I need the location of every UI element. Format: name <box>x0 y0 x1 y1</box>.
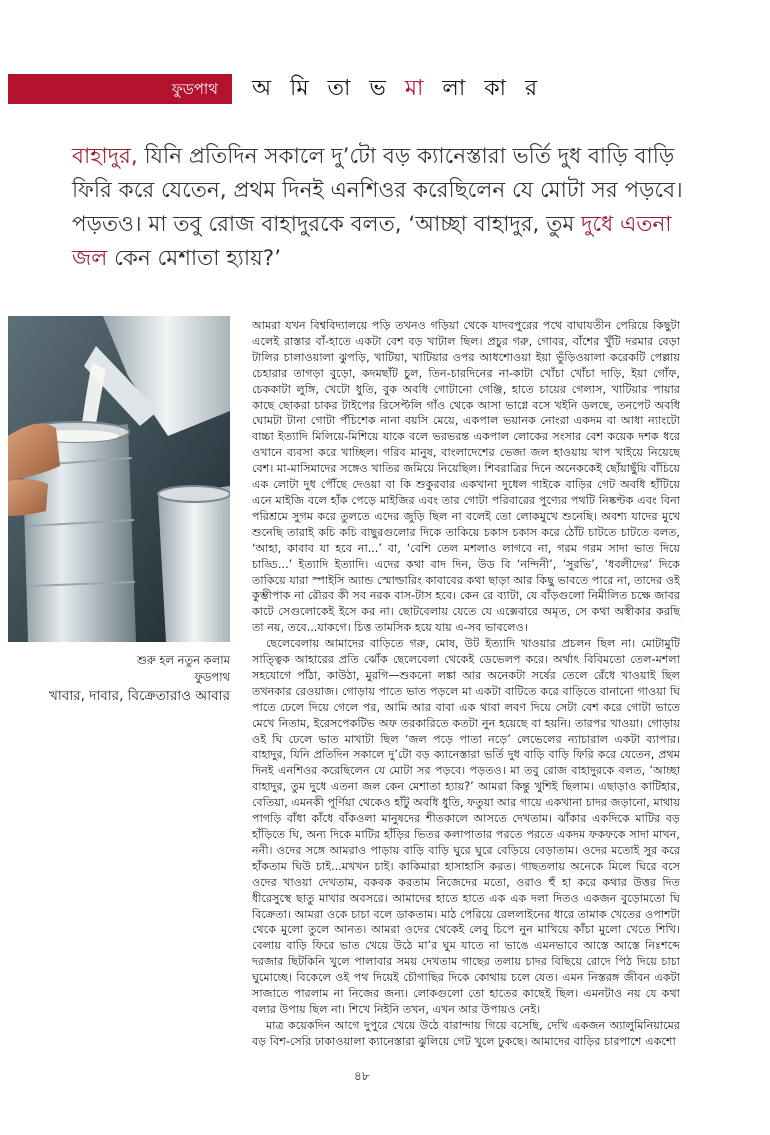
author-name-part-2: লা কা র <box>429 76 544 101</box>
milk-pouring-illustration <box>8 316 230 642</box>
author-name-part-1: অ মি তা ভ <box>252 76 405 101</box>
page-number: ৪৮ <box>354 1069 370 1083</box>
caption-line-3: খাবার, দাবার, বিক্রেতারাও আবার <box>49 688 230 704</box>
section-label: ফুডপাথ <box>171 80 218 98</box>
pull-quote-emphasis: দুধে এতনা জল <box>72 212 672 271</box>
article-paragraph-2: ছেলেবেলায় আমাদের বাড়িতে গরু, মোষ, উট ইত্যাদি খাওয়ার প্রচলন ছিল না। মোটামুটি সাত্ত্বিক আহারের প্রতি ঝোঁক ছেলেবেলা থেকেই ডেভেলপ করে। অর্থাৎ বিবিমতো তেল-মশলা সহযোগে পাঁঠা, কাউঠা, মুরগি—শুকনো লঙ্কা আর অনেকটা সর্ষের তেলে রেঁধে খাওয়াই ছিল তখনকার রেওয়াজ। গোড়ায় পাতে ভাত পড়লে মা একটা বাটিতে করে বাড়িতে বানানো গাওয়া ঘি পাতে ঢেলে দিয়ে গেলে পর, আমি আর বাবা এক থাবা লবণ দিয়ে সেটা বেশ করে গোটা ভাতে মেখে নিতাম, ইরেসপেকটিভ অফ তরকারিতে কতটা নুন হয়েছে বা হয়নি। তারপর খাওয়া। গোড়ায় ওই ঘি ঢেলে ভাত মাখাটা ছিল ‘জল পড়ে পাতা নড়ে’ লেভেলের ন্যাচারাল একটা ব্যাপার। বাহাদুর, যিনি প্রতিদিন সকালে দু’টো বড় ক্যানেস্তারা ভর্তি দুধ বাড়ি বাড়ি ফিরি করে যেতেন, প্রথম দিনই এনশিওর করেছিলেন যে মোটা সর পড়বে। পড়তও। মা তবু রোজ বাহাদুরকে বলত, ‘আচ্ছা বাহাদুর, তুম দুধে এতনা জল কেন মেশাতা হ্যায়?’ আমরা কিন্তু খুশিই ছিলাম। এছাড়াও কাটিহার, বেতিয়া, এমনকী পূর্ণিয়া থেকেও হাঁটু অবধি ধুতি, ফতুয়া আর গায়ে একখানা চাদর জড়ানো, মাথায় পাগড়ি বাঁধা কাঁধে বাঁকওলা মানুষদের শীতকালে আসতে দেখতাম। ঝাঁকার একদিকে মাটির বড় হাঁড়িতে ঘি, অন্য দিকে মাটির হাঁড়ির ভিতর কলাপাতার পরতে পরতে একদম ফকফকে সাদা মাখন, ননী। ওদের সঙ্গে আমরাও পাড়ায় বাড়ি বাড়ি ঘুরে ঘুরে বেড়িয়ে বেড়াতাম। ওদের মতোই সুর করে হাঁকতাম ঘিউ চাই...মখখন চাই। কাকিমারা হাসাহাসি করত। গাছতলায় অনেকে মিলে ঘিরে বসে ওদের খাওয়া দেখতাম, বকবক করতাম নিজেদের মতো, ওরাও হুঁ হা করে কথার উত্তর দিত ধীরেসুস্থে ছাতু মাখার অবসরে। আমাদের হাতে হাতে এক এক দলা দিতও একজন বুড়োমতো ঘি বিক্রেতা। আমরা ওকে চাচা বলে ডাকতাম। মাঠ পেরিয়ে রেললাইনের ধারে তামাক খেতের ওপাশটা থেকে মুলো তুলে আনত। আমরা ওদের থেকেই লেবু চিপে নুন মাখিয়ে কাঁচা মুলো খেতে শিখি। বেলায় বাড়ি ফিরে ভাত খেয়ে উঠে মা’র ঘুম যাতে না ভাঙে এমনভাবে আস্তে আস্তে নিঃশব্দে দরজার ছিটকিনি খুলে পালাবার সময় দেখতাম গাছের তলায় চাদর বিছিয়ে রোদে পিঠ দিয়ে চাচা ঘুমোচ্ছে। বিকেলে ওই পথ দিয়েই চৌগাছির দিকে কোথায় চলে যেত। এমন নিস্তরঙ্গ জীবন একটা সাজাতে পারলাম না নিজের জন্য। লোকগুলো তো হাতের কাছেই ছিল। এমনটাও নয় যে কথা বলার উপায় ছিল না। শিখে নিইনি তখন, এখন আর উপায়ও নেই। <box>252 637 680 1016</box>
photo-caption <box>10 652 230 706</box>
milk-pouring-photo <box>8 316 230 642</box>
article-body <box>252 318 680 1050</box>
section-header-bar <box>8 74 232 104</box>
pull-quote-tail: কেন মেশাতা হ্যায়?’ <box>107 246 282 271</box>
pull-quote <box>72 140 712 276</box>
pull-quote-body: যিনি প্রতিদিন সকালে দু’টো বড় ক্যানেস্তারা ভর্তি দুধ বাড়ি বাড়ি ফিরি করে যেতেন, প্রথম দিনই এনশিওর করেছিলেন যে মোটা সর পড়বে। পড়তও। মা তবু রোজ বাহাদুরকে বলত, ‘আচ্ছা বাহাদুর, তুম <box>72 144 683 237</box>
caption-line-2: ফুডপাথ <box>194 670 230 684</box>
article-paragraph-1: আমরা যখন বিশ্ববিদ্যালয়ে পড়ি তখনও গড়িয়া থেকে যাদবপুরের পথে বাঘাযতীন পেরিয়ে কিছুটা এলেই রাস্তার বাঁ-হাতে একটা বেশ বড় খাটাল ছিল। প্রচুর গরু, গোবর, বাঁশের খুঁটি দরমার বেড়া টালির চালাওয়ালা ঝুপড়ি, খাটিয়া, খাটিয়ার ওপর আধশোওয়া ইয়া ভুঁড়িওয়ালা করেকটি পেল্লায় চেহারার তাগড়া বুড়ো, কদমছাঁট চুল, তিন-চারদিনের না-কাটা খোঁচা খোঁচা দাড়ি, ইয়া গোঁফ, চেককাটা লুঙ্গি, খেটো ধুতি, বুক অবধি গোটানো গেঞ্জি, হাতে চায়ের গেলাস, খাটিয়ার পায়ার কাছে ছোকরা চাকর টাইপের রিসেপ্টলি গাঁও থেকে আসা ভাগ্নে বসে খইনি ডলছে, তনপেট অবধি ঘোমটা টানা গোটা পঁচিশেক নানা বয়সি মেয়ে, একপাল ভয়ানক নোংরা একদম বা আধা ন্যাংটো বাচ্চা ইত্যাদি মিলিয়ে-মিশিয়ে যাকে বলে ভরভরন্ত একপাল লোকের সংসার বেশ কয়েক দশক ধরে ওখানে ব্যবসা করে খাচ্ছিল। গরিব মানুষ, বাংলাদেশের ভেজা জল হাওয়ায় খাপ খাইয়ে নিয়েছে বেশ। মা-মাসিমাদের সঙ্গেও খাতির জমিয়ে নিয়েছিল। শিবরাত্রির দিনে অনেককেই ছোঁয়াছুঁয়ি বাঁচিয়ে এক লোটা দুধ পৌঁছে দেওয়া বা কি শুকুরবার একখানা দুধেল গাইকে বাড়ির গেট অবধি হাঁটিয়ে এনে মাইজি বলে হাঁক পেড়ে মাইজির এবং তার গোটা পরিবারের পুণ্যের পথটি নিষ্কণ্টক এবং বিনা পরিশ্রমে সুগম করে তুলতে এদের জুড়ি ছিল না বলেই তো লোকমুখে শুনেছি। অবশ্য যাদের মুখে শুনেছি তারাই কচি কচি বাছুরগুলোর দিকে তাকিয়ে চকাস চকাস করে ঠোঁট চাটতে চাটতে বলত, ‘আহা, কাবাব যা হবে না...’ বা, ‘বেশি তেল মশলাও লাগবে না, গরম গরম সাদা ভাত দিয়ে চাড্ডি...’ ইত্যাদি ইত্যাদি। এদের কথা বাদ দিন, উড বি ‘নন্দিনী’, ‘সুরভি’, ‘ধবলীদের’ দিকে তাকিয়ে যারা স্পাইসি অ্যান্ড স্মোল্ডারিং কাবাবের কথা ছাড়া আর কিছু ভাবতে পারে না, তাদের ওই কুম্ভীপাক না রৌরব কী সব নরক বাস-টাস হবে। কেন রে ব্যাটা, যে বাঁড়গুলো নিমীলিত চক্ষে জাবর কাটে সেগুলোকেই ইসে কর না। ছোটবেলায় যেতে যে এক্সেবারে অমৃত, সে কথা অস্বীকার করছি তা নয়, তবে...যাকগে। চিত্ত তামসিক হয়ে যায় এ-সব ভাবলেও। <box>252 319 680 635</box>
caption-line-1: শুরু হল নতুন কলাম <box>137 653 230 667</box>
author-name <box>252 74 543 104</box>
pull-quote-lead: বাহাদুর, <box>72 144 138 169</box>
article-paragraph-3: মাত্র কয়েকদিন আগে দুপুরে খেয়ে উঠে বারান্দায় গিয়ে বসেছি, দেখি একজন অ্যালুমিনিয়ামের বড় বিশ-সেরি ঢাকাওয়ালা ক্যানেস্তারা ঝুলিয়ে গেট খুলে ঢুকছে। আমাদের বাড়ির চারপাশে একশো <box>252 1018 680 1048</box>
author-name-accent: মা <box>404 76 430 101</box>
